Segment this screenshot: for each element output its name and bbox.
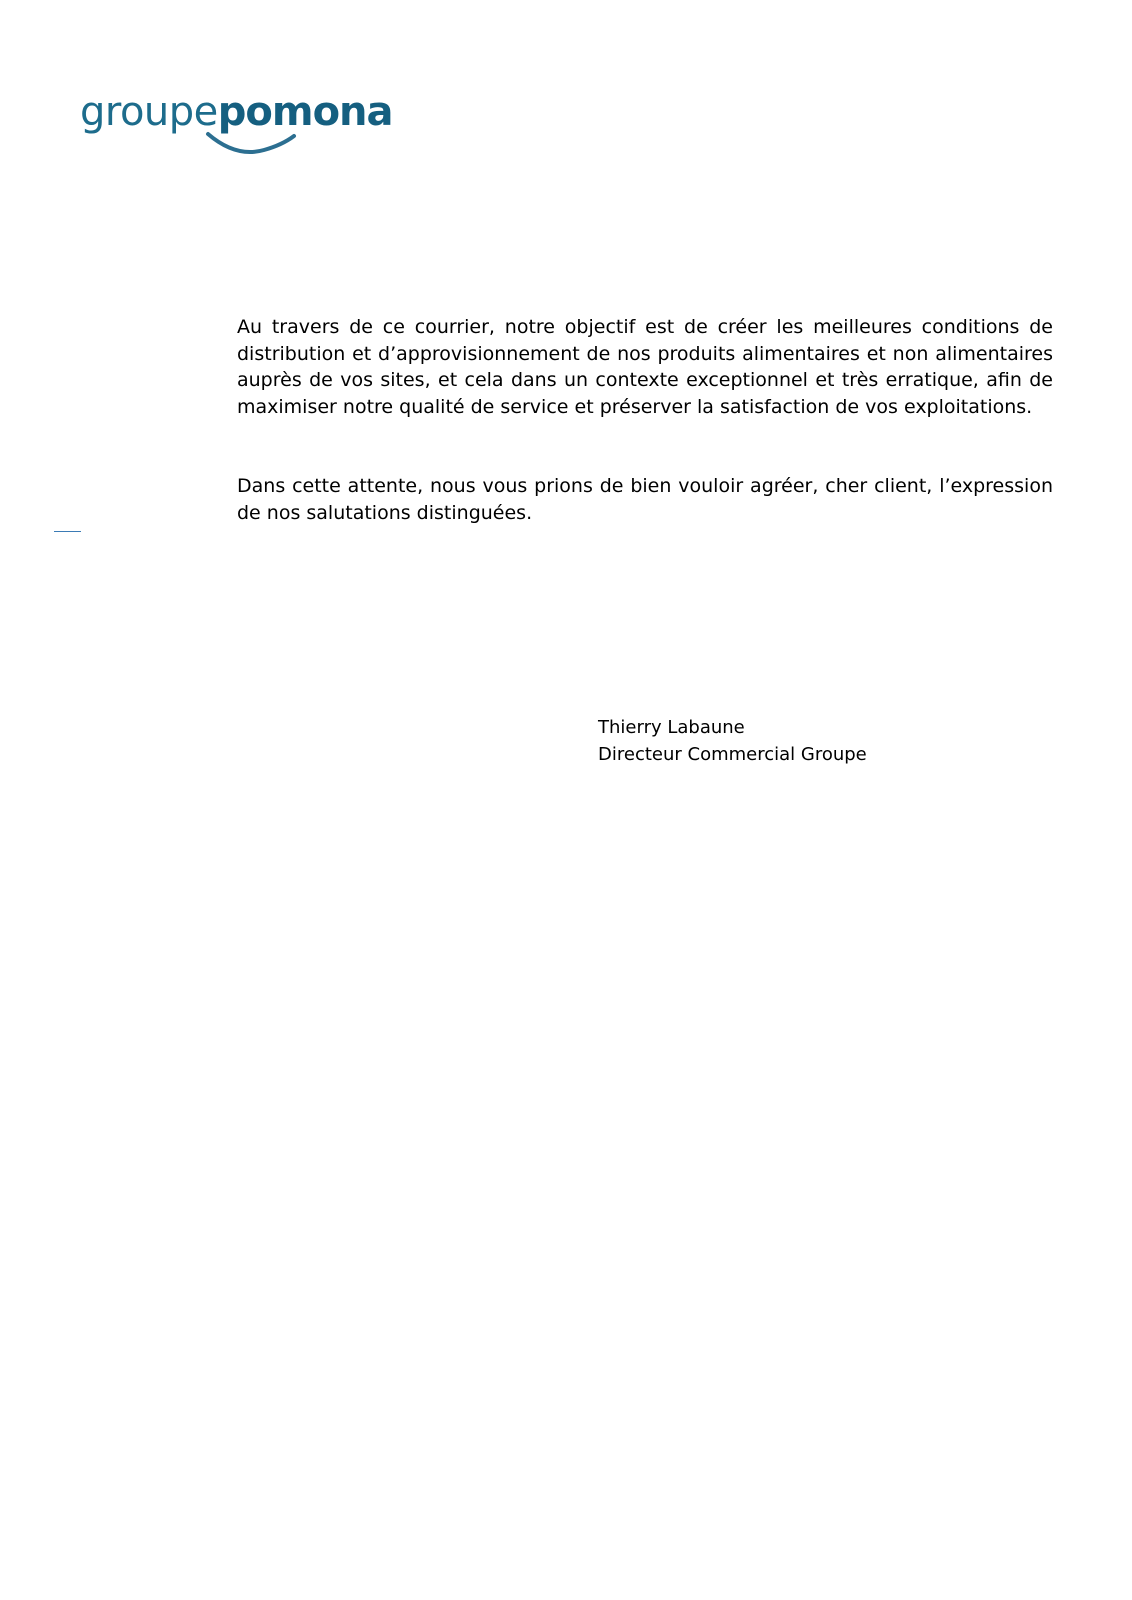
logo-text-pomona: pomona [217,89,393,135]
logo-swoosh-icon [204,128,344,158]
signatory-name: Thierry Labaune [598,717,745,738]
letter-paragraph-2: Dans cette attente, nous vous prions de bien vouloir agréer, cher client, l’expression de nos salutations distinguées. [237,475,1053,524]
company-logo [80,89,420,162]
signatory-title: Directeur Commercial Groupe [598,743,867,765]
logo-text-groupe: groupe [80,89,218,135]
letter-paragraph-1: Au travers de ce courrier, notre objectif est de créer les meilleures conditions de distribution et d’approvisionnement de nos produits alimentaires et non alimentaires auprès de vos sites, et cela dans un contexte exceptionnel et très erratique, afin de maximiser notre qualité de service et préserver la satisfaction de vos exploitations. [237,316,1053,418]
logo-wordmark [80,89,393,135]
fold-mark [54,531,81,532]
signature-block [598,715,867,768]
